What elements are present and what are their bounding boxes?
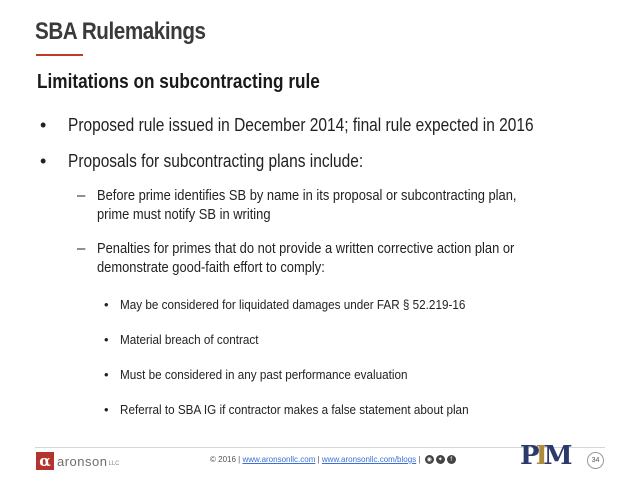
subbullet-marker: –	[77, 240, 86, 257]
slide-subtitle: Limitations on subcontracting rule	[37, 71, 320, 93]
bullet-marker: •	[40, 115, 47, 135]
slide-title: SBA Rulemakings	[35, 18, 206, 45]
subbullet-text	[97, 186, 579, 224]
bullet-marker: •	[40, 151, 47, 171]
subsubbullet-text: Referral to SBA IG if contractor makes a false statement about plan	[120, 402, 469, 417]
logo-suffix: LLC	[108, 461, 120, 467]
subsubbullet-marker: •	[104, 402, 109, 417]
subsubbullet-marker: •	[104, 332, 109, 347]
copyright-text: © 2016 |	[210, 455, 241, 464]
subsubbullet-text: Must be considered in any past performance evaluation	[120, 367, 408, 382]
website-link[interactable]: www.aronsonllc.com	[242, 455, 316, 464]
subbullet-line: Before prime identifies SB by name in its proposal or subcontracting plan,	[97, 187, 517, 204]
blogs-link[interactable]: www.aronsonllc.com/blogs	[321, 455, 417, 464]
footer-text	[210, 455, 456, 464]
subbullet-line: prime must notify SB in writing	[97, 206, 271, 223]
subsubbullet-text: Material breach of contract	[120, 332, 259, 347]
subbullet-line: demonstrate good-faith effort to comply:	[97, 259, 325, 276]
pm-logo-letter: I	[535, 441, 544, 471]
subsubbullet-text: May be considered for liquidated damages under FAR § 52.219-16	[120, 297, 466, 312]
title-underline	[36, 54, 83, 56]
twitter-icon[interactable]: ✦	[437, 457, 443, 464]
bullet-text: Proposed rule issued in December 2014; final rule expected in 2016	[68, 115, 534, 135]
subbullet-line: Penalties for primes that do not provide a written corrective action plan or	[97, 240, 515, 257]
pm-logo-letter: M	[543, 441, 569, 471]
subsubbullet-marker: •	[104, 367, 109, 382]
footer-separator: |	[315, 455, 322, 464]
subsubbullet-marker: •	[104, 297, 109, 312]
alpha-logo-icon: α	[36, 452, 54, 470]
rss-icon[interactable]: ◉	[426, 457, 432, 464]
facebook-icon[interactable]: f	[447, 455, 456, 464]
subbullet-text	[97, 239, 579, 277]
bullet-text: Proposals for subcontracting plans include:	[68, 151, 364, 171]
aronson-logo	[36, 452, 120, 470]
social-icons	[425, 455, 456, 464]
logo-name: aronson	[57, 453, 108, 469]
pm-logo	[520, 441, 569, 471]
footer-separator: |	[416, 455, 421, 464]
subbullet-marker: –	[77, 187, 86, 204]
page-number: 34	[587, 452, 604, 469]
pm-logo-letter: P	[520, 441, 536, 471]
